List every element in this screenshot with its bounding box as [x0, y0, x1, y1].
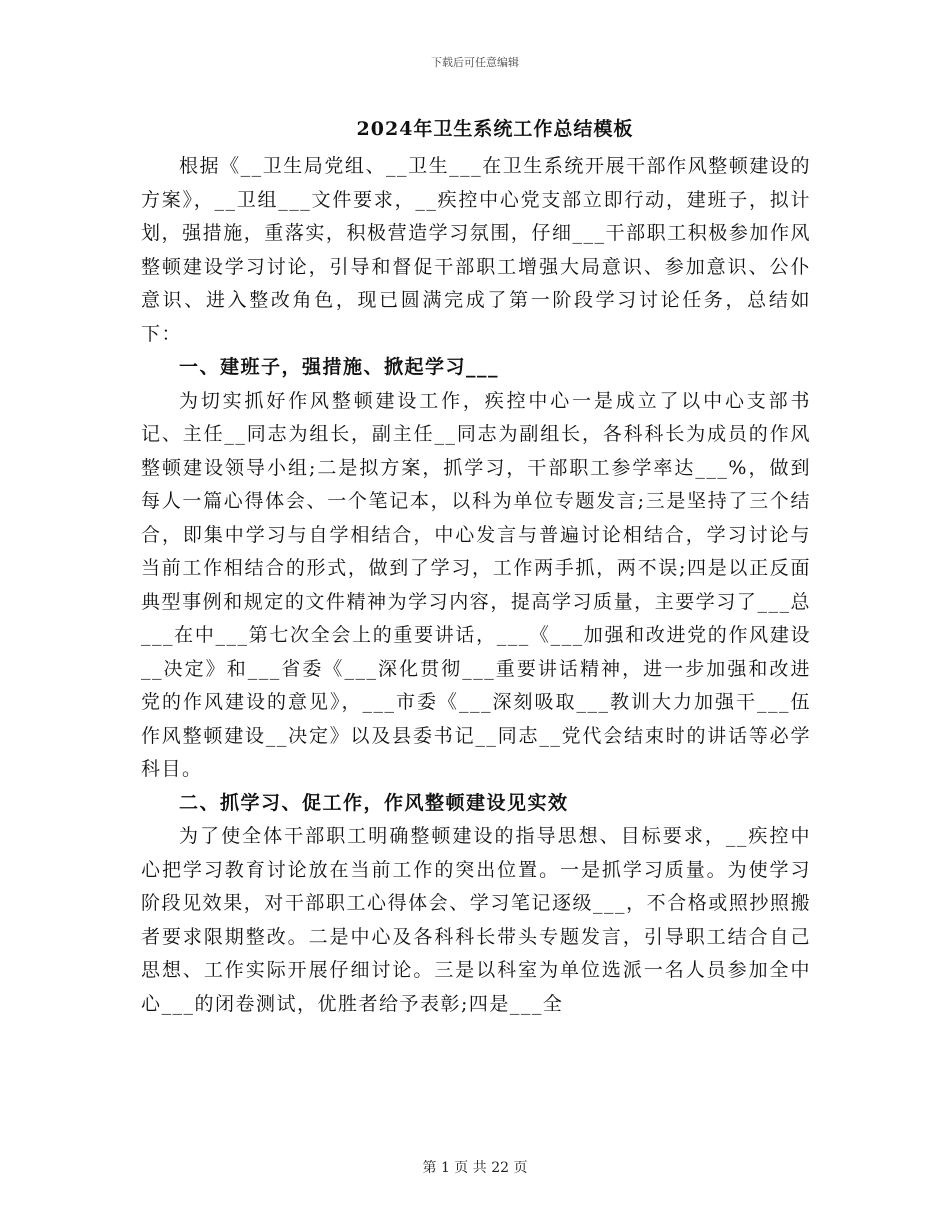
section-1-paragraph: 为切实抓好作风整顿建设工作，疾控中心一是成立了以中心支部书记、主任__同志为组长，副主任__同志为副组长，各科科长为成员的作风整顿建设领导小组;二是拟方案，抓学习，干部职工参学率达___%，做到每人一篇心得体会、一个笔记本，以科为单位专题发言;三是坚持了三个结合，即集中学习与自学相结合，中心发言与普遍讨论相结合，学习讨论与当前工作相结合的形式，做到了学习，工作两手抓，两不误;四是以正反面典型事例和规定的文件精神为学习内容，提高学习质量，主要学习了___总___在中___第七次全会上的重要讲话，___《___加强和改进党的作风建设__决定》和___省委《___深化贯彻___重要讲话精神，进一步加强和改进党的作风建设的意见》，___市委《___深刻吸取___教训大力加强干___伍作风整顿建设__决定》以及县委书记__同志__党代会结束时的讲话等必学科目。 [141, 389, 811, 780]
section-1-heading: 一、建班子，强措施、掀起学习___ [179, 356, 500, 378]
section-2-paragraph: 为了使全体干部职工明确整顿建设的指导思想、目标要求，__疾控中心把学习教育讨论放在当前工作的突出位置。一是抓学习质量。为使学习阶段见效果，对干部职工心得体会、学习笔记逐级___，不合格或照抄照搬者要求限期整改。二是中心及各科科长带头专题发言，引导职工结合自己思想、工作实际开展仔细讨论。三是以科室为单位选派一名人员参加全中心___的闭卷测试，优胜者给予表彰;四是___全 [141, 825, 811, 1015]
section-2-heading: 二、抓学习、促工作，作风整顿建设见实效 [179, 791, 569, 814]
header-note: 下载后可任意编辑 [431, 56, 519, 69]
document-title: 2024年卫生系统工作总结模板 [356, 118, 634, 140]
page-footer: 第 1 页 共 22 页 [422, 1160, 528, 1176]
document-body [141, 150, 811, 1021]
intro-paragraph: 根据《__卫生局党组、__卫生___在卫生系统开展干部作风整顿建设的方案》，__卫组___文件要求，__疾控中心党支部立即行动，建班子，拟计划，强措施，重落实，积极营造学习氛围，仔细___干部职工积极参加作风整顿建设学习讨论，引导和督促干部职工增强大局意识、参加意识、公仆意识、进入整改角色，现已圆满完成了第一阶段学习讨论任务，总结如下： [141, 155, 811, 345]
